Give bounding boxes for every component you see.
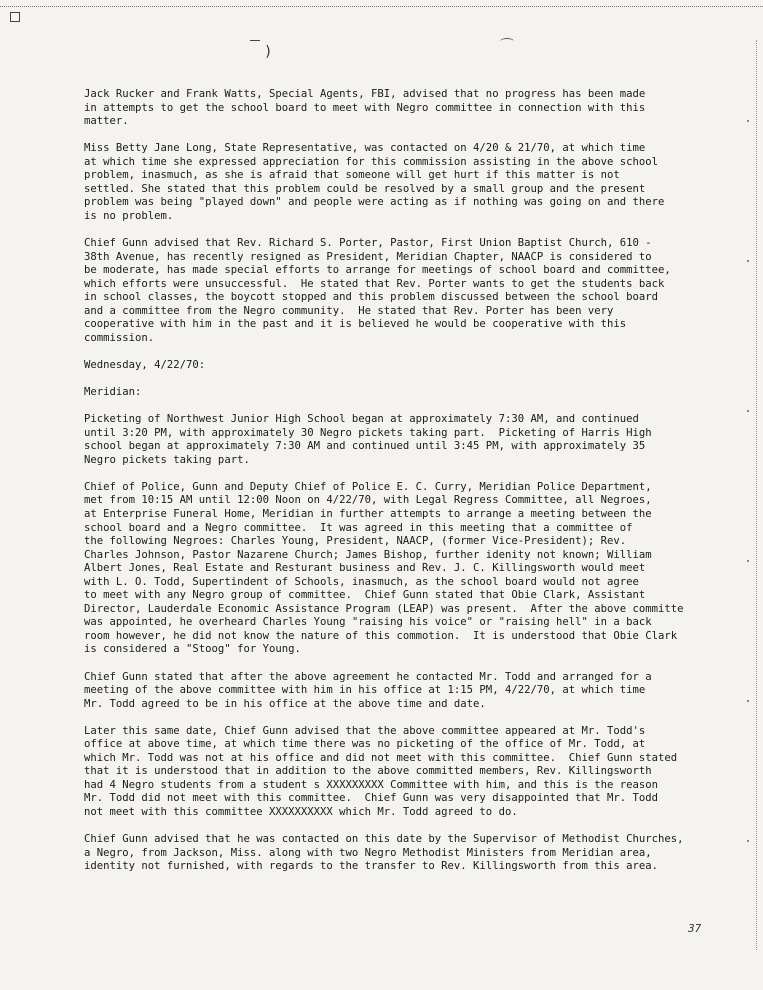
text-line: Jack Rucker and Frank Watts, Special Agents, FBI, advised that no progress has been made (84, 88, 646, 100)
text-line: identity not furnished, with regards to the transfer to Rev. Killingsworth from this area. (84, 860, 659, 873)
text-line: Chief of Police, Gunn and Deputy Chief of Police E. C. Curry, Meridian Police Department, (84, 480, 652, 493)
text-line: Chief Gunn advised that Rev. Richard S. Porter, Pastor, First Union Baptist Church, 610 - (84, 237, 652, 250)
text-line: in attempts to get the school board to meet with Negro committee in connection with this (84, 101, 646, 114)
text-line: school began at approximately 7:30 AM and continued until 3:45 PM, with approximately 35 (84, 440, 646, 453)
handwritten-mark (250, 40, 260, 41)
text-line: room however, he did not know the nature of this commotion. It is understood that Obie Clark (84, 629, 678, 642)
margin-speck (747, 120, 749, 122)
text-line: Negro pickets taking part. (84, 453, 250, 466)
paragraph (84, 481, 752, 657)
text-line: Miss Betty Jane Long, State Representative, was contacted on 4/20 & 21/70, at which time (84, 142, 646, 155)
text-line: to meet with any Negro group of committee. Chief Gunn stated that Obie Clark, Assistant (84, 589, 646, 602)
paragraph (84, 142, 752, 223)
paragraph (84, 88, 752, 129)
text-line: which Mr. Todd was not at his office and did not meet with this committee. Chief Gunn stated (84, 751, 678, 764)
handwritten-mark (500, 38, 514, 45)
text-line: is considered a "Stoog" for Young. (84, 643, 301, 656)
margin-speck (747, 840, 749, 842)
page-number: 37 (688, 922, 702, 935)
margin-speck (747, 700, 749, 702)
text-line: in school classes, the boycott stopped and this problem discussed between the school board (84, 291, 659, 304)
text-line: which efforts were unsuccessful. He stated that Rev. Porter wants to get the students back (84, 277, 665, 290)
paragraph (84, 725, 752, 820)
text-line: with L. O. Todd, Supertindent of Schools, inasmuch, as the school board would not agree (84, 575, 639, 588)
paragraph (84, 671, 752, 712)
margin-speck (747, 410, 749, 412)
text-line: Charles Johnson, Pastor Nazarene Church; James Bishop, further idenity not known; William (84, 548, 652, 561)
text-line: Chief Gunn advised that he was contacted on this date by the Supervisor of Methodist Churches, (84, 833, 684, 846)
text-line: until 3:20 PM, with approximately 30 Negro pickets taking part. Picketing of Harris High (84, 426, 652, 439)
text-line: was appointed, he overheard Charles Young "raising his voice" or "raising hell" in a back (84, 616, 652, 629)
text-line: be moderate, has made special efforts to arrange for meetings of school board and committee, (84, 264, 671, 277)
top-border-line (0, 6, 763, 7)
right-edge-line (756, 40, 757, 950)
text-line: commission. (84, 331, 155, 344)
text-line: problem was being "played down" and people were acting as if nothing was going on and there (84, 196, 665, 209)
text-line: that it is understood that in addition to the above committed members, Rev. Killingsworth (84, 765, 652, 778)
text-line: 38th Avenue, has recently resigned as President, Meridian Chapter, NAACP is considered to (84, 250, 652, 263)
margin-speck (747, 560, 749, 562)
handwritten-mark: ) (264, 44, 273, 60)
text-line: met from 10:15 AM until 12:00 Noon on 4/22/70, with Legal Regress Committee, all Negroes, (84, 494, 652, 507)
text-line: and a committee from the Negro community. He stated that Rev. Porter has been very (84, 304, 614, 317)
text-line: office at above time, at which time there was no picketing of the office of Mr. Todd, at (84, 738, 646, 751)
text-line: problem, inasmuch, as she is afraid that someone will get hurt if this matter is not (84, 169, 620, 182)
paragraph (84, 359, 752, 373)
text-line: Meridian: (84, 386, 142, 399)
text-line: school board and a Negro committee. It was agreed in this meeting that a committee of (84, 521, 633, 534)
text-line: at Enterprise Funeral Home, Meridian in further attempts to arrange a meeting between the (84, 507, 652, 520)
text-line: meeting of the above committee with him in his office at 1:15 PM, 4/22/70, at which time (84, 684, 646, 697)
text-line: is no problem. (84, 209, 174, 222)
text-line: Picketing of Northwest Junior High School began at approximately 7:30 AM, and continued (84, 413, 639, 426)
text-line: a Negro, from Jackson, Miss. along with two Negro Methodist Ministers from Meridian area, (84, 846, 652, 859)
text-line: had 4 Negro students from a student s XXXXXXXXX Committee with him, and this is the reason (84, 778, 659, 791)
text-line: settled. She stated that this problem could be resolved by a small group and the present (84, 182, 646, 195)
paragraph (84, 413, 752, 467)
text-line: Chief Gunn stated that after the above agreement he contacted Mr. Todd and arranged for a (84, 670, 652, 683)
text-line: Albert Jones, Real Estate and Resturant business and Rev. J. C. Killingsworth would meet (84, 562, 646, 575)
text-line: Mr. Todd agreed to be in his office at the above time and date. (84, 697, 486, 710)
text-line: the following Negroes: Charles Young, President, NAACP, (former Vice-President); Rev. (84, 535, 627, 548)
text-line: matter. (84, 115, 129, 128)
text-line: Wednesday, 4/22/70: (84, 358, 206, 371)
paragraph (84, 237, 752, 345)
text-line: at which time she expressed appreciation for this commission assisting in the above school (84, 155, 659, 168)
paragraph (84, 386, 752, 400)
corner-mark (10, 12, 20, 22)
text-line: Director, Lauderdale Economic Assistance Program (LEAP) was present. After the above committe (84, 602, 684, 615)
text-line: Mr. Todd did not meet with this committee. Chief Gunn was very disappointed that Mr. Todd (84, 792, 659, 805)
document-body (84, 88, 752, 887)
text-line: cooperative with him in the past and it is believed he would be cooperative with this (84, 318, 627, 331)
text-line: Later this same date, Chief Gunn advised that the above committee appeared at Mr. Todd's (84, 724, 646, 737)
paragraph (84, 833, 752, 874)
text-line: not meet with this committee XXXXXXXXXX which Mr. Todd agreed to do. (84, 805, 518, 818)
margin-speck (747, 260, 749, 262)
